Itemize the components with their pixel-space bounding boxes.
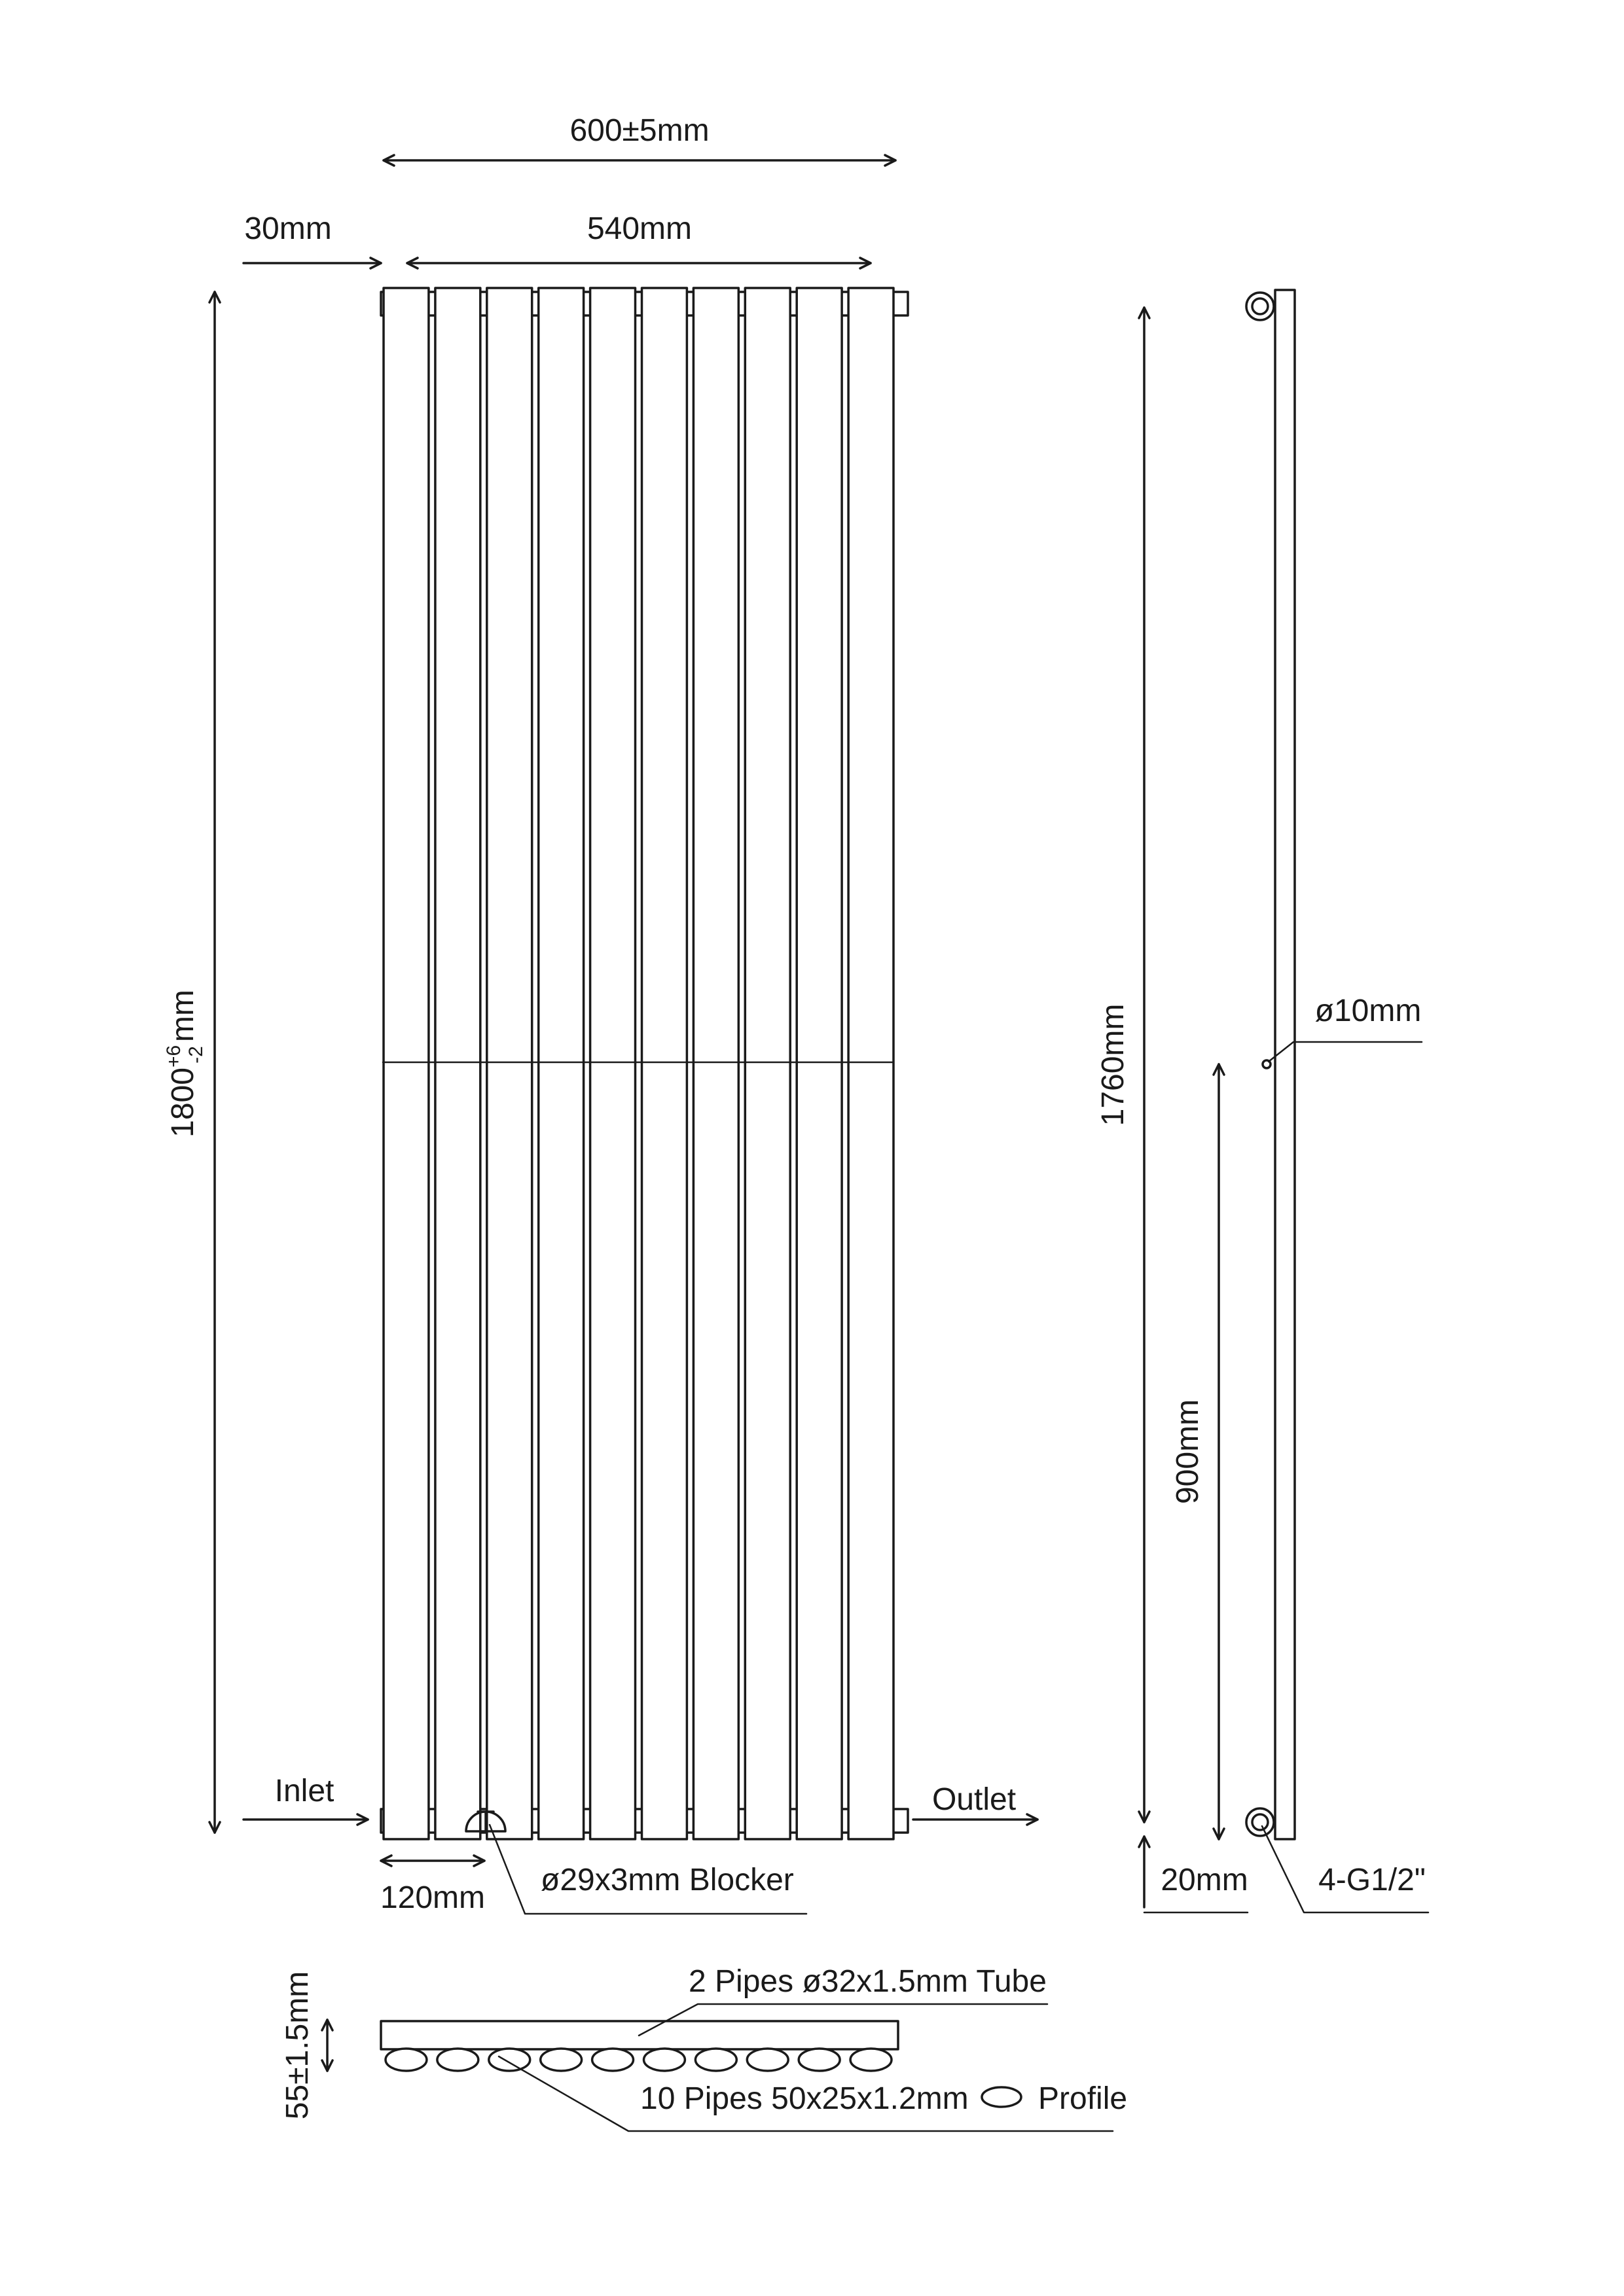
vertical-pipe [539, 288, 584, 1839]
vertical-pipe [745, 288, 790, 1839]
label-overall-width: 600±5mm [569, 113, 710, 148]
vertical-pipe [590, 288, 636, 1839]
height-tol-minus: -2 [185, 1046, 207, 1064]
label-overall-height [163, 990, 207, 1138]
vertical-pipes [384, 288, 893, 1839]
section-profile [799, 2049, 840, 2071]
section-profile [489, 2049, 530, 2071]
section-profile [437, 2049, 478, 2071]
vertical-pipe [384, 288, 429, 1839]
label-blocker: ø29x3mm Blocker [541, 1863, 794, 1897]
top-connection [1246, 293, 1274, 320]
section-profile [644, 2049, 685, 2071]
section-profile [541, 2049, 582, 2071]
label-pipes: 10 Pipes 50x25x1.2mm [640, 2081, 969, 2116]
section-profile [695, 2049, 736, 2071]
label-outlet: Outlet [931, 1782, 1017, 1817]
section-profile [747, 2049, 788, 2071]
section-profiles [386, 2049, 892, 2071]
label-side-margin: 30mm [244, 211, 332, 246]
vertical-pipe [642, 288, 687, 1839]
vertical-pipe [848, 288, 893, 1839]
label-connections: 4-G1/2" [1318, 1863, 1426, 1897]
label-inner-width: 540mm [586, 211, 693, 246]
label-depth: 55±1.5mm [280, 1971, 315, 2120]
label-profile: Profile [1038, 2081, 1128, 2116]
side-view [1246, 290, 1295, 1839]
label-bottom-offset: 20mm [1161, 1863, 1248, 1897]
height-base: 1800 [166, 1067, 200, 1138]
section-profile [592, 2049, 634, 2071]
label-side-height: 1760mm [1096, 1003, 1130, 1126]
label-tube: 2 Pipes ø32x1.5mm Tube [689, 1964, 1047, 1999]
profile-symbol [982, 2087, 1021, 2107]
label-inlet-offset: 120mm [380, 1880, 486, 1915]
front-view [381, 288, 908, 1839]
label-mount-height: 900mm [1170, 1399, 1205, 1505]
label-inlet: Inlet [274, 1774, 334, 1808]
height-tol-plus: +6 [163, 1045, 185, 1068]
bottom-connection [1246, 1808, 1274, 1836]
section-view [381, 2021, 898, 2071]
label-mount-diameter: ø10mm [1314, 994, 1422, 1028]
vertical-pipe [797, 288, 842, 1839]
vertical-pipe [487, 288, 532, 1839]
height-unit: mm [166, 990, 200, 1043]
section-profile [850, 2049, 892, 2071]
vertical-pipe [693, 288, 738, 1839]
side-panel [1275, 290, 1295, 1839]
vertical-pipe [435, 288, 480, 1839]
section-profile [386, 2049, 427, 2071]
